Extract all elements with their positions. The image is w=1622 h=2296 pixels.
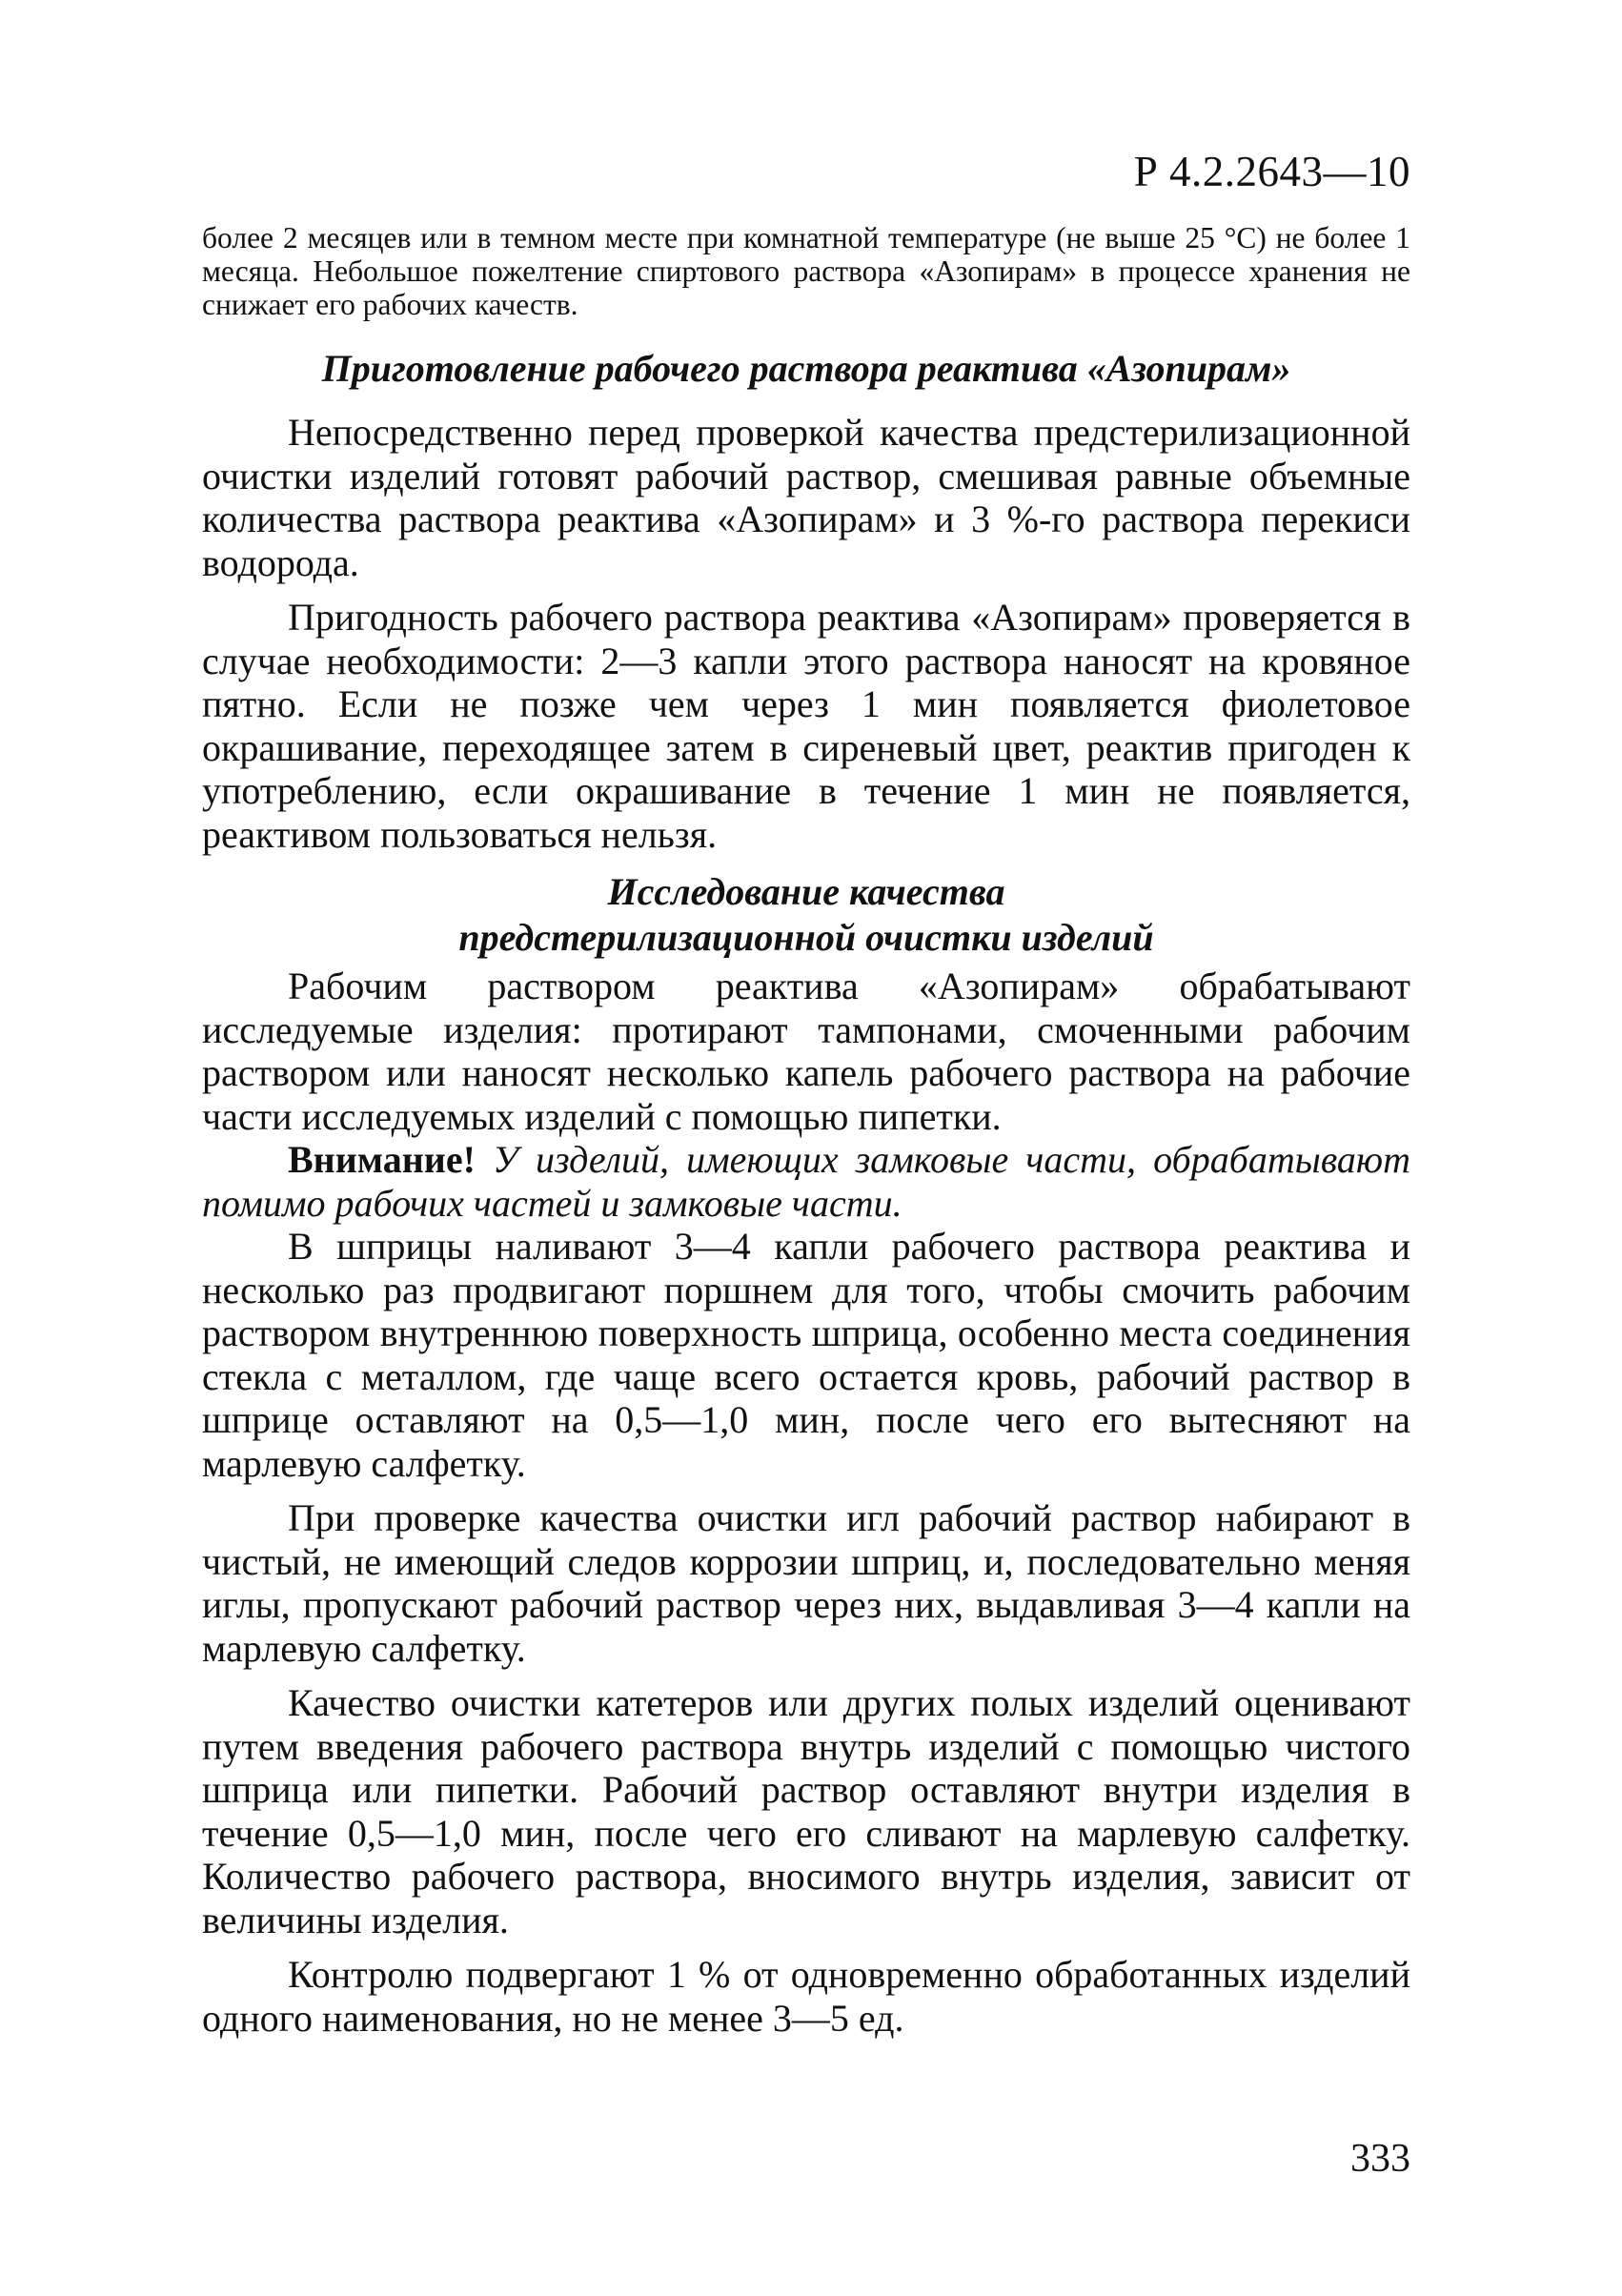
heading-line: предстерилизационной очистки изделий bbox=[458, 916, 1154, 959]
paragraph-treatment: Рабочим раствором реактива «Азопирам» обрабатывают исследуемые изделия: протирают тампонами, смоченными рабочим раствором или наносят несколько капель рабочего раствора на рабочие части исследуемых изделий с помощью пипетки. bbox=[202, 965, 1410, 1138]
page-number: 333 bbox=[1350, 2137, 1410, 2181]
paragraph-control: Контролю подвергают 1 % от одновременно обработанных изделий одного наименования, но не менее 3—5 ед. bbox=[202, 1953, 1410, 2040]
continuation-paragraph: более 2 месяцев или в темном месте при комнатной температуре (не выше 25 °С) не более 1 месяца. Небольшое пожелтение спиртового раствора «Азопирам» в процессе хранения не снижает его рабочих качеств. bbox=[202, 221, 1410, 321]
section-heading-quality-study bbox=[202, 869, 1410, 961]
heading-line: Исследование качества bbox=[607, 870, 1005, 913]
section-heading-preparation: Приготовление рабочего раствора реактива «Азопирам» bbox=[321, 347, 1291, 390]
paragraph-needles: При проверке качества очистки игл рабочий раствор набирают в чистый, не имеющий следов коррозии шприц, и, последовательно меняя иглы, пропускают рабочий раствор через них, выдавливая 3—4 капли на марлевую салфетку. bbox=[202, 1496, 1410, 1670]
document-page bbox=[202, 143, 1410, 2051]
warning-label: Внимание! bbox=[288, 1138, 476, 1181]
paragraph-catheters: Качество очистки катетеров или других полых изделий оценивают путем введения рабочего раствора внутрь изделий с помощью чистого шприца или пипетки. Рабочий раствор оставляют внутри изделия в течение 0,5—1,0 мин, после чего его сливают на марлевую салфетку. Количество рабочего раствора, вносимого внутрь изделия, зависит от величины изделия. bbox=[202, 1681, 1410, 1941]
warning-text: У изделий, имеющих замковые части, обрабатывают помимо рабочих частей и замковые части. bbox=[202, 1138, 1410, 1225]
paragraph-syringes: В шприцы наливают 3—4 капли рабочего раствора реактива и несколько раз продвигают поршнем для того, чтобы смочить рабочим раствором внутреннюю поверхность шприца, особенно места соединения стекла с металлом, где чаще всего остается кровь, рабочий раствор в шприце оставляют на 0,5—1,0 мин, после чего его вытесняют на марлевую салфетку. bbox=[202, 1225, 1410, 1485]
paragraph-preparation: Непосредственно перед проверкой качества предстерилизационной очистки изделий готовят рабочий раствор, смешивая равные объемные количества раствора реактива «Азопирам» и 3 %-го раствора перекиси водорода. bbox=[202, 411, 1410, 584]
paragraph-suitability: Пригодность рабочего раствора реактива «Азопирам» проверяется в случае необходимости: 2—3 капли этого раствора наносят на кровяное пятно. Если не позже чем через 1 мин появляется фиолетовое окрашивание, переходящее затем в сиреневый цвет, реактив пригоден к употреблению, если окрашивание в течение 1 мин не появляется, реактивом пользоваться нельзя. bbox=[202, 596, 1410, 856]
document-code: Р 4.2.2643—10 bbox=[1133, 148, 1410, 195]
warning-paragraph bbox=[202, 1138, 1410, 1225]
